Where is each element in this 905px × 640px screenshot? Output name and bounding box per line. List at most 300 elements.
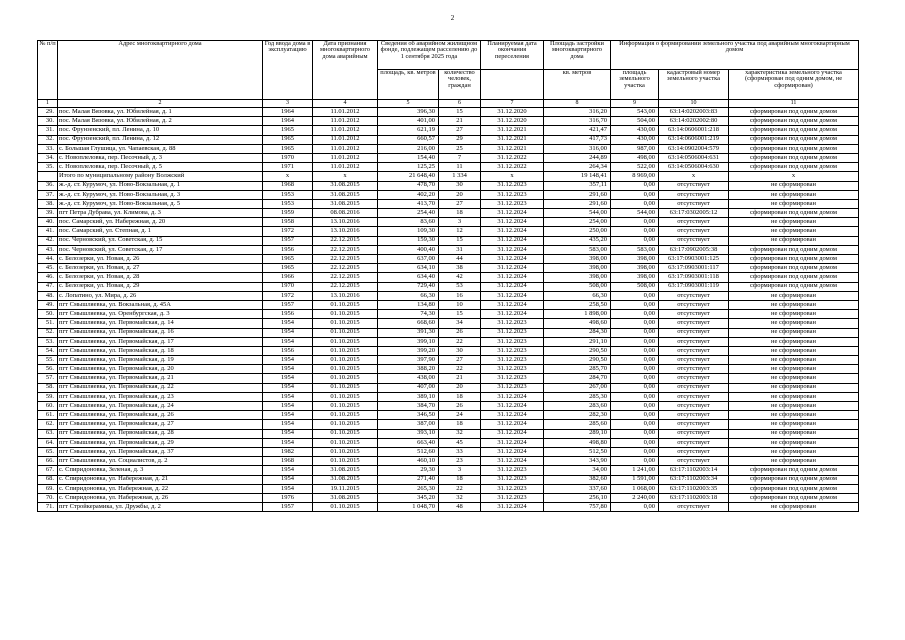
area-cell: 634,40	[378, 273, 439, 282]
cadastral-number-cell: 63:17:1102003:34	[659, 475, 729, 484]
building-area-cell: 398,00	[544, 255, 611, 264]
residents-cell: 18	[439, 209, 481, 218]
planned-date-cell: 31.12.2023	[481, 484, 544, 493]
residents-cell: 7	[439, 153, 481, 162]
table-row	[38, 365, 859, 374]
address-cell: ж.-д. ст. Курумоч, ул. Ново-Вокзальная, д. 5	[58, 199, 263, 208]
address-cell: с. Белозерки, ул. Новая, д. 26	[58, 255, 263, 264]
land-area-cell: 1 068,00	[611, 484, 659, 493]
emergency-date-cell: 08.08.2016	[313, 209, 378, 218]
building-area-cell: 258,50	[544, 300, 611, 309]
row-number-cell: 63.	[38, 429, 58, 438]
year-commissioned-cell: 1954	[263, 466, 313, 475]
land-characteristic-cell: сформирован под одним домом	[729, 475, 859, 484]
table-row	[38, 273, 859, 282]
building-area-cell: 583,00	[544, 245, 611, 254]
land-area-cell: 0,00	[611, 420, 659, 429]
table-row	[38, 402, 859, 411]
land-characteristic-cell: не сформирован	[729, 319, 859, 328]
address-cell: с. Лопатино, ул. Мира, д. 26	[58, 291, 263, 300]
table-row	[38, 319, 859, 328]
address-cell: пгт Смышляевка, ул. Первомайская, д. 21	[58, 374, 263, 383]
year-commissioned-cell: 1954	[263, 365, 313, 374]
cadastral-number-cell: отсутствует	[659, 365, 729, 374]
area-cell: 21 648,40	[378, 172, 439, 181]
area-cell: 271,40	[378, 475, 439, 484]
table-row	[38, 245, 859, 254]
emergency-date-cell: 01.10.2015	[313, 300, 378, 309]
cadastral-number-cell: отсутствует	[659, 356, 729, 365]
address-cell: с. Белозерки, ул. Новая, д. 27	[58, 264, 263, 273]
emergency-date-cell: 22.12.2015	[313, 255, 378, 264]
residents-cell: 34	[439, 319, 481, 328]
year-commissioned-cell: 1953	[263, 199, 313, 208]
land-area-cell: 504,00	[611, 117, 659, 126]
header-planned-date: Планируемая дата окончания переселения	[481, 41, 544, 70]
cadastral-number-cell: 63:17:1102003:18	[659, 493, 729, 502]
year-commissioned-cell: 1957	[263, 236, 313, 245]
address-cell: пгт Смышляевка, ул. Первомайская, д. 17	[58, 337, 263, 346]
year-commissioned-cell: 1971	[263, 163, 313, 172]
residents-cell: 18	[439, 392, 481, 401]
residents-cell: 20	[439, 190, 481, 199]
building-area-cell: 512,50	[544, 447, 611, 456]
emergency-date-cell: 01.10.2015	[313, 383, 378, 392]
area-cell: 663,40	[378, 438, 439, 447]
emergency-date-cell: 31.08.2015	[313, 190, 378, 199]
building-area-cell: 285,30	[544, 392, 611, 401]
land-area-cell: 498,00	[611, 153, 659, 162]
year-commissioned-cell: 1982	[263, 447, 313, 456]
area-cell: 1 048,70	[378, 503, 439, 512]
land-area-cell: 1 591,00	[611, 475, 659, 484]
building-area-cell: 435,20	[544, 236, 611, 245]
cadastral-number-cell: отсутствует	[659, 190, 729, 199]
land-characteristic-cell: не сформирован	[729, 300, 859, 309]
emergency-date-cell: 01.10.2015	[313, 346, 378, 355]
column-number: 4	[313, 100, 378, 108]
planned-date-cell: 31.12.2021	[481, 135, 544, 144]
row-number-cell: 52.	[38, 328, 58, 337]
table-row	[38, 255, 859, 264]
land-characteristic-cell: сформирован под одним домом	[729, 117, 859, 126]
land-characteristic-cell: сформирован под одним домом	[729, 493, 859, 502]
residents-cell: 26	[439, 402, 481, 411]
land-characteristic-cell: сформирован под одним домом	[729, 163, 859, 172]
building-area-cell: 290,50	[544, 346, 611, 355]
column-number: 8	[544, 100, 611, 108]
emergency-date-cell: 01.10.2015	[313, 447, 378, 456]
year-commissioned-cell: 1970	[263, 282, 313, 291]
row-number-cell: 57.	[38, 374, 58, 383]
table-row	[38, 374, 859, 383]
building-area-cell: 544,00	[544, 209, 611, 218]
planned-date-cell: 31.12.2023	[481, 365, 544, 374]
table-row	[38, 383, 859, 392]
table-row	[38, 457, 859, 466]
area-cell: 396,30	[378, 108, 439, 117]
emergency-date-cell: 01.10.2015	[313, 365, 378, 374]
residents-cell: 18	[439, 420, 481, 429]
row-number-cell: 64.	[38, 438, 58, 447]
column-number: 3	[263, 100, 313, 108]
year-commissioned-cell: 1964	[263, 108, 313, 117]
cadastral-number-cell: 63:17:0903001:119	[659, 282, 729, 291]
area-cell: 345,20	[378, 493, 439, 502]
planned-date-cell: 31.12.2024	[481, 273, 544, 282]
land-area-cell: 508,00	[611, 282, 659, 291]
address-cell: пгт Смышляевка, ул. Первомайская, д. 26	[58, 411, 263, 420]
table-row	[38, 392, 859, 401]
land-area-cell: 398,00	[611, 273, 659, 282]
building-area-cell: 316,20	[544, 108, 611, 117]
building-area-cell: 417,73	[544, 135, 611, 144]
row-number-cell: 69.	[38, 484, 58, 493]
planned-date-cell: 31.12.2024	[481, 209, 544, 218]
residents-cell: 42	[439, 273, 481, 282]
planned-date-cell: 31.12.2024	[481, 402, 544, 411]
area-cell: 254,40	[378, 209, 439, 218]
address-cell: пгт Смышляевка, ул. Первомайская, д. 22	[58, 383, 263, 392]
emergency-date-cell: 22.12.2015	[313, 273, 378, 282]
residents-cell: 32	[439, 429, 481, 438]
emergency-date-cell: 11.01.2012	[313, 108, 378, 117]
building-area-cell: 244,89	[544, 153, 611, 162]
table-body	[38, 108, 859, 512]
cadastral-number-cell: 63:17:0903001:125	[659, 255, 729, 264]
address-cell: пгт Смышляевка, ул. Вокзальная, д. 45А	[58, 300, 263, 309]
building-area-cell: 290,50	[544, 356, 611, 365]
year-commissioned-cell: 1954	[263, 420, 313, 429]
column-numbers-row	[38, 100, 859, 108]
cadastral-number-cell: 63:14:0902004:579	[659, 144, 729, 153]
land-area-cell: 987,00	[611, 144, 659, 153]
area-cell: 393,10	[378, 429, 439, 438]
area-cell: 399,10	[378, 337, 439, 346]
land-characteristic-cell: не сформирован	[729, 365, 859, 374]
building-area-cell: 284,30	[544, 328, 611, 337]
planned-date-cell: 31.12.2023	[481, 337, 544, 346]
table-row	[38, 484, 859, 493]
year-commissioned-cell: 1957	[263, 503, 313, 512]
land-area-cell: 2 240,00	[611, 493, 659, 502]
table-row	[38, 300, 859, 309]
table-row	[38, 144, 859, 153]
residents-cell: 15	[439, 236, 481, 245]
area-cell: 346,50	[378, 411, 439, 420]
address-cell: Итого по муниципальному району Волжский	[58, 172, 263, 181]
row-number-cell: 51.	[38, 319, 58, 328]
table-row	[38, 411, 859, 420]
area-cell: 438,00	[378, 374, 439, 383]
land-characteristic-cell: сформирован под одним домом	[729, 282, 859, 291]
planned-date-cell: 31.12.2023	[481, 475, 544, 484]
land-characteristic-cell: не сформирован	[729, 236, 859, 245]
header-emergency-date: Дата признания многоквартирного дома аварийным	[313, 41, 378, 100]
emergency-date-cell: 13.10.2016	[313, 218, 378, 227]
building-area-cell: 343,90	[544, 457, 611, 466]
emergency-date-cell: 01.10.2015	[313, 374, 378, 383]
area-cell: 216,00	[378, 144, 439, 153]
cadastral-number-cell: отсутствует	[659, 392, 729, 401]
land-area-cell: 0,00	[611, 383, 659, 392]
table-row	[38, 475, 859, 484]
land-area-cell: 0,00	[611, 319, 659, 328]
row-number-cell: 58.	[38, 383, 58, 392]
emergency-date-cell: 22.12.2015	[313, 264, 378, 273]
planned-date-cell: 31.12.2024	[481, 438, 544, 447]
row-number-cell: 66.	[38, 457, 58, 466]
land-characteristic-cell: не сформирован	[729, 374, 859, 383]
residents-cell: 32	[439, 493, 481, 502]
row-number-cell: 50.	[38, 310, 58, 319]
area-cell: 634,10	[378, 264, 439, 273]
header-building-area: Площадь застройки многоквартирного дома	[544, 41, 611, 70]
cadastral-number-cell: 63:14:0606001:218	[659, 126, 729, 135]
area-cell: 384,70	[378, 402, 439, 411]
row-number-cell: 53.	[38, 337, 58, 346]
cadastral-number-cell: отсутствует	[659, 300, 729, 309]
land-area-cell: 430,00	[611, 126, 659, 135]
cadastral-number-cell: отсутствует	[659, 199, 729, 208]
cadastral-number-cell: отсутствует	[659, 402, 729, 411]
header-number: № п/п	[38, 41, 58, 100]
land-area-cell: 1 241,00	[611, 466, 659, 475]
year-commissioned-cell: 1954	[263, 356, 313, 365]
cadastral-number-cell: 63:17:0903001:118	[659, 273, 729, 282]
emergency-date-cell: 31.08.2015	[313, 493, 378, 502]
year-commissioned-cell: 1954	[263, 429, 313, 438]
cadastral-number-cell: 63:17:0903001:117	[659, 264, 729, 273]
table-row	[38, 291, 859, 300]
row-number-cell: 30.	[38, 117, 58, 126]
building-area-cell: 250,00	[544, 227, 611, 236]
area-cell: 265,30	[378, 484, 439, 493]
row-number-cell: 59.	[38, 392, 58, 401]
building-area-cell: 264,34	[544, 163, 611, 172]
area-cell: 74,30	[378, 310, 439, 319]
land-area-cell: 583,00	[611, 245, 659, 254]
building-area-cell: 291,60	[544, 199, 611, 208]
residents-cell: 16	[439, 291, 481, 300]
year-commissioned-cell: 1956	[263, 346, 313, 355]
year-commissioned-cell: 1965	[263, 264, 313, 273]
cadastral-number-cell: отсутствует	[659, 181, 729, 190]
year-commissioned-cell: 1959	[263, 209, 313, 218]
land-area-cell: 0,00	[611, 392, 659, 401]
table-row	[38, 466, 859, 475]
area-cell: 401,00	[378, 117, 439, 126]
table-row	[38, 236, 859, 245]
planned-date-cell: 31.12.2022	[481, 153, 544, 162]
land-area-cell: 398,00	[611, 264, 659, 273]
address-cell: с. Белозерки, ул. Новая, д. 28	[58, 273, 263, 282]
residents-cell: 27	[439, 199, 481, 208]
building-area-cell: 34,00	[544, 466, 611, 475]
building-area-cell: 254,00	[544, 218, 611, 227]
emergency-date-cell: 01.10.2015	[313, 411, 378, 420]
planned-date-cell: 31.12.2024	[481, 411, 544, 420]
area-cell: 397,90	[378, 356, 439, 365]
land-area-cell: 0,00	[611, 291, 659, 300]
area-cell: 391,30	[378, 328, 439, 337]
address-cell: пгт Смышляевка, ул. Первомайская, д. 20	[58, 365, 263, 374]
row-number-cell: 40.	[38, 218, 58, 227]
residents-cell: 29	[439, 135, 481, 144]
address-cell: с. Спиридоновка, ул. Набережная, д. 22	[58, 484, 263, 493]
building-area-cell: 498,80	[544, 438, 611, 447]
column-number: 6	[439, 100, 481, 108]
area-cell: 389,10	[378, 392, 439, 401]
row-number-cell: 31.	[38, 126, 58, 135]
row-number-cell: 41.	[38, 227, 58, 236]
land-area-cell: 0,00	[611, 190, 659, 199]
emergency-date-cell: 22.12.2015	[313, 282, 378, 291]
area-cell: 660,57	[378, 135, 439, 144]
cadastral-number-cell: отсутствует	[659, 291, 729, 300]
row-number-cell: 36.	[38, 181, 58, 190]
table-row	[38, 227, 859, 236]
table-row	[38, 199, 859, 208]
area-cell: 388,20	[378, 365, 439, 374]
building-area-cell: 357,11	[544, 181, 611, 190]
column-number: 9	[611, 100, 659, 108]
residents-cell: 11	[439, 163, 481, 172]
planned-date-cell: 31.12.2024	[481, 245, 544, 254]
row-number-cell: 44.	[38, 255, 58, 264]
year-commissioned-cell: 1968	[263, 457, 313, 466]
planned-date-cell: 31.12.2024	[481, 429, 544, 438]
emergency-date-cell: 01.10.2015	[313, 438, 378, 447]
cadastral-number-cell: отсутствует	[659, 457, 729, 466]
land-area-cell: 0,00	[611, 374, 659, 383]
table-header	[38, 41, 859, 108]
planned-date-cell: 31.12.2024	[481, 392, 544, 401]
year-commissioned-cell: 1965	[263, 144, 313, 153]
building-area-cell: 316,00	[544, 144, 611, 153]
address-cell: пгт Смышляевка, ул. Первомайская, д. 23	[58, 392, 263, 401]
residents-cell: 23	[439, 457, 481, 466]
cadastral-number-cell: 63:14:0202003:83	[659, 108, 729, 117]
building-area-cell: 256,10	[544, 493, 611, 502]
area-cell: 512,60	[378, 447, 439, 456]
address-cell: пгт Смышляевка, ул. Первомайская, д. 29	[58, 438, 263, 447]
emergency-date-cell: 01.10.2015	[313, 356, 378, 365]
year-commissioned-cell: 1954	[263, 402, 313, 411]
address-cell: с. Спиридоновка, ул. Набережная, д. 26	[58, 493, 263, 502]
residents-cell: 48	[439, 503, 481, 512]
address-cell: пгт Смышляевка, ул. Первомайская, д. 28	[58, 429, 263, 438]
area-cell: 621,19	[378, 126, 439, 135]
emergency-date-cell: 01.10.2015	[313, 337, 378, 346]
year-commissioned-cell: 1972	[263, 227, 313, 236]
building-area-cell: 285,60	[544, 420, 611, 429]
land-characteristic-cell: не сформирован	[729, 291, 859, 300]
row-number-cell: 61.	[38, 411, 58, 420]
planned-date-cell: 31.12.2023	[481, 319, 544, 328]
year-commissioned-cell: 1958	[263, 218, 313, 227]
land-area-cell: 0,00	[611, 346, 659, 355]
header-emergency-fund: Сведения об аварийном жилищном фонде, подлежащем расселению до 1 сентября 2025 года	[378, 41, 481, 70]
planned-date-cell: 31.12.2023	[481, 328, 544, 337]
cadastral-number-cell: отсутствует	[659, 218, 729, 227]
row-number-cell: 35.	[38, 163, 58, 172]
residents-cell: 1 334	[439, 172, 481, 181]
land-characteristic-cell: сформирован под одним домом	[729, 466, 859, 475]
planned-date-cell: 31.12.2023	[481, 190, 544, 199]
planned-date-cell: 31.12.2020	[481, 108, 544, 117]
land-area-cell: 0,00	[611, 356, 659, 365]
building-area-cell: 291,60	[544, 190, 611, 199]
table-row	[38, 310, 859, 319]
residents-cell: 3	[439, 466, 481, 475]
emergency-date-cell: 01.10.2015	[313, 310, 378, 319]
table-row	[38, 218, 859, 227]
emergency-date-cell: 31.08.2015	[313, 199, 378, 208]
land-characteristic-cell: не сформирован	[729, 346, 859, 355]
address-cell: пгт Смышляевка, ул. Первомайская, д. 19	[58, 356, 263, 365]
year-commissioned-cell: 1954	[263, 484, 313, 493]
table-row	[38, 420, 859, 429]
year-commissioned-cell: 1957	[263, 300, 313, 309]
planned-date-cell: 31.12.2024	[481, 282, 544, 291]
land-characteristic-cell: не сформирован	[729, 402, 859, 411]
emergency-date-cell: 31.08.2015	[313, 181, 378, 190]
residents-cell: 21	[439, 374, 481, 383]
table-row	[38, 135, 859, 144]
land-area-cell: 0,00	[611, 429, 659, 438]
planned-date-cell: 31.12.2020	[481, 117, 544, 126]
address-cell: пгт Смышляевка, ул. Первомайская, д. 16	[58, 328, 263, 337]
residents-cell: 21	[439, 117, 481, 126]
emergency-date-cell: 13.10.2016	[313, 291, 378, 300]
year-commissioned-cell: 1954	[263, 319, 313, 328]
cadastral-number-cell: отсутствует	[659, 227, 729, 236]
row-number-cell: 47.	[38, 282, 58, 291]
address-cell: ж.-д. ст. Курумоч, ул. Ново-Вокзальная, д. 1	[58, 181, 263, 190]
year-commissioned-cell: 1972	[263, 291, 313, 300]
table-row	[38, 190, 859, 199]
planned-date-cell: 31.12.2024	[481, 420, 544, 429]
land-characteristic-cell: не сформирован	[729, 227, 859, 236]
emergency-date-cell: 31.08.2015	[313, 475, 378, 484]
land-characteristic-cell: не сформирован	[729, 383, 859, 392]
emergency-date-cell: 22.12.2015	[313, 236, 378, 245]
land-characteristic-cell: не сформирован	[729, 356, 859, 365]
land-characteristic-cell: сформирован под одним домом	[729, 135, 859, 144]
emergency-date-cell: 01.10.2015	[313, 328, 378, 337]
cadastral-number-cell: отсутствует	[659, 346, 729, 355]
land-characteristic-cell: не сформирован	[729, 181, 859, 190]
emergency-date-cell: 31.08.2015	[313, 466, 378, 475]
area-cell: 668,60	[378, 319, 439, 328]
cadastral-number-cell: отсутствует	[659, 503, 729, 512]
year-commissioned-cell: x	[263, 172, 313, 181]
table-row	[38, 282, 859, 291]
land-area-cell: 0,00	[611, 402, 659, 411]
building-area-cell: 285,70	[544, 365, 611, 374]
residents-cell: 15	[439, 310, 481, 319]
row-number-cell: 70.	[38, 493, 58, 502]
land-characteristic-cell: сформирован под одним домом	[729, 255, 859, 264]
residents-cell: 12	[439, 227, 481, 236]
year-commissioned-cell: 1954	[263, 392, 313, 401]
cadastral-number-cell: 63:14:0202002:80	[659, 117, 729, 126]
cadastral-number-cell: 63:17:1102003:14	[659, 466, 729, 475]
area-cell: 729,40	[378, 282, 439, 291]
header-people-count: количество человек, граждан	[439, 70, 481, 100]
residents-cell: 31	[439, 245, 481, 254]
